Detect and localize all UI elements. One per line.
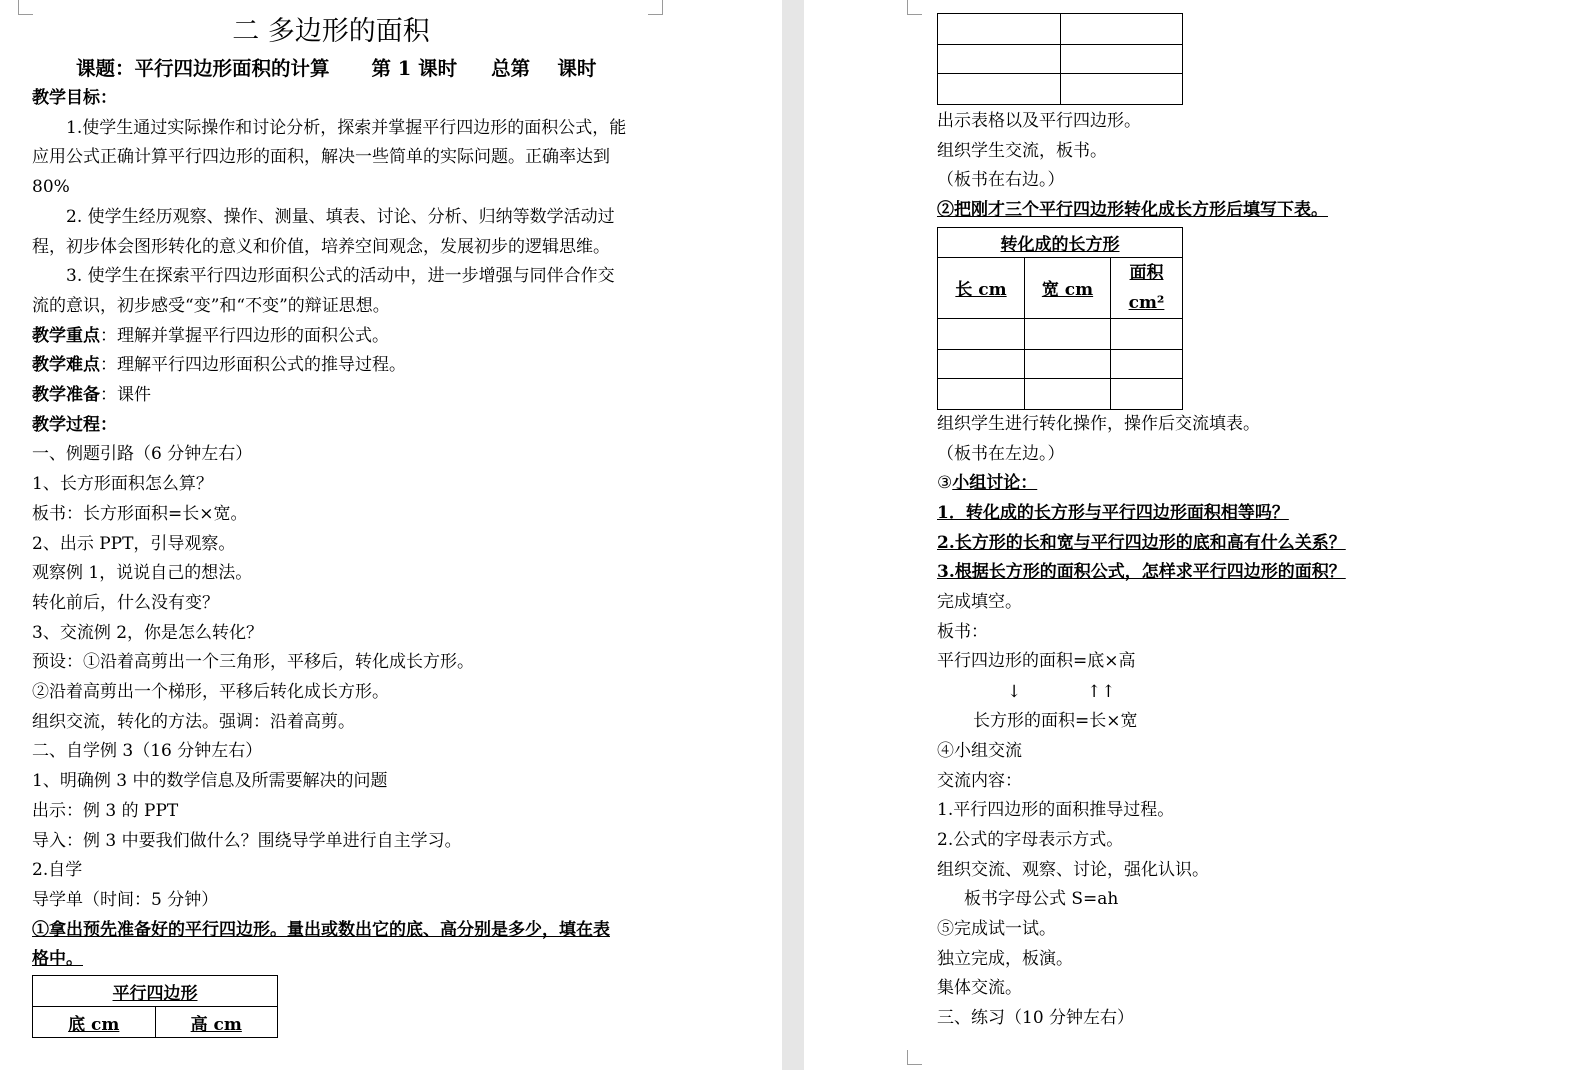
preparation-text: ：课件 — [100, 385, 151, 406]
preparation — [32, 381, 652, 411]
table-cell — [1025, 378, 1111, 409]
table-cell — [938, 349, 1025, 378]
table-col-area-unit: cm² — [1128, 292, 1165, 313]
table-cell — [938, 14, 1061, 45]
instruction-line: 1.平行四边形的面积推导过程。 — [937, 800, 1175, 821]
difficulty-text: ：理解平行四边形面积公式的推导过程。 — [100, 355, 406, 376]
instruction-line: 三、练习（10 分钟左右） — [937, 1008, 1135, 1029]
table-cell — [938, 45, 1061, 74]
process-line: 出示：例 3 的 PPT — [32, 800, 179, 821]
task-1-line-2: 格中。 — [32, 949, 83, 970]
page-gutter — [782, 0, 804, 1070]
table-header: 转化成的长方形 — [938, 227, 1183, 257]
discussion-question-1: 1．转化成的长方形与平行四边形面积相等吗？ — [937, 502, 1289, 523]
instruction-line: （板书在右边。） — [937, 170, 1065, 191]
process-line: 转化前后，什么没有变？ — [32, 592, 219, 613]
formula-arrows — [937, 677, 1557, 707]
instruction-line: ⑤完成试一试。 — [937, 919, 1056, 940]
key-point-text: ：理解并掌握平行四边形的面积公式。 — [100, 325, 389, 346]
task-2: ②把刚才三个平行四边形转化成长方形后填写下表。 — [937, 200, 1328, 221]
table-cell — [1111, 378, 1183, 409]
instruction-line: 组织学生进行转化操作，操作后交流填表。 — [937, 413, 1260, 434]
formula-rectangle: 长方形的面积=长×宽 — [973, 711, 1138, 732]
table-col-area — [1111, 257, 1183, 318]
table-col-length: 长 cm — [938, 257, 1025, 318]
table-cell — [938, 318, 1025, 349]
course-total: 总第 课时 — [491, 57, 597, 80]
table-cell — [1060, 14, 1183, 45]
parallelogram-table — [32, 975, 278, 1038]
crop-mark — [907, 0, 922, 15]
objective-1-line-1: 1.使学生通过实际操作和讨论分析，探索并掌握平行四边形的面积公式，能 — [66, 117, 627, 138]
process-line: 3、交流例 2，你是怎么转化？ — [32, 622, 264, 643]
table-col-height: 高 cm — [155, 1007, 278, 1038]
process-line: 二、自学例 3（16 分钟左右） — [32, 741, 263, 762]
key-point-label: 教学重点 — [32, 325, 100, 346]
instruction-line: ④小组交流 — [937, 740, 1022, 761]
instruction-line: 交流内容： — [937, 770, 1022, 791]
table-cell — [1111, 349, 1183, 378]
crop-mark — [907, 1050, 922, 1065]
discussion-question-3: 3.根据长方形的面积公式，怎样求平行四边形的面积？ — [937, 562, 1346, 583]
instruction-line: 独立完成，板演。 — [937, 948, 1073, 969]
instruction-line: （板书在左边。） — [937, 443, 1065, 464]
process-line: 导入：例 3 中要我们做什么？围绕导学单进行自主学习。 — [32, 830, 462, 851]
process-line: 板书：长方形面积=长×宽。 — [32, 503, 248, 524]
instruction-line: 2.公式的字母表示方式。 — [937, 829, 1124, 850]
formula-letters: 板书字母公式 S=ah — [964, 889, 1119, 910]
process-line: 2、出示 PPT，引导观察。 — [32, 533, 236, 554]
arrow-down-icon: ↓ — [1007, 682, 1022, 703]
process-heading: 教学过程： — [32, 414, 117, 435]
difficulty — [32, 351, 652, 381]
parallelogram-table-continued — [937, 13, 1183, 105]
objective-2-line-2: 程，初步体会图形转化的意义和价值，培养空间观念，发展初步的逻辑思维。 — [32, 236, 610, 257]
task-3-number: ③ — [937, 473, 953, 494]
discussion-question-2: 2.长方形的长和宽与平行四边形的底和高有什么关系？ — [937, 532, 1346, 553]
process-line: ②沿着高剪出一个梯形，平移后转化成长方形。 — [32, 682, 389, 703]
instruction-line: 集体交流。 — [937, 978, 1022, 999]
course-info — [32, 54, 652, 84]
process-line: 一、例题引路（6 分钟左右） — [32, 444, 253, 465]
task-3 — [937, 469, 1557, 499]
rectangle-table — [937, 227, 1183, 410]
instruction-line: 组织学生交流，板书。 — [937, 140, 1107, 161]
table-cell — [1060, 74, 1183, 105]
objective-3-line-1: 3. 使学生在探索平行四边形面积公式的活动中，进一步增强与同伴合作交 — [66, 266, 615, 287]
objective-3-line-2: 流的意识，初步感受“变”和“不变”的辩证思想。 — [32, 295, 390, 316]
page-title: 二 多边形的面积 — [232, 16, 430, 47]
instruction-line: 完成填空。 — [937, 592, 1022, 613]
process-line: 2.自学 — [32, 860, 83, 881]
course-lesson: 第 1 课时 — [371, 57, 458, 80]
difficulty-label: 教学难点 — [32, 355, 100, 376]
instruction-line: 板书： — [937, 621, 988, 642]
objectives-heading: 教学目标： — [32, 88, 117, 108]
instruction-line: 组织交流、观察、讨论，强化认识。 — [937, 859, 1209, 880]
document-page-right — [804, 0, 1585, 1070]
objective-2-line-1: 2. 使学生经历观察、操作、测量、填表、讨论、分析、归纳等数学活动过 — [66, 206, 615, 227]
table-col-base: 底 cm — [33, 1007, 156, 1038]
table-cell — [1025, 318, 1111, 349]
key-point — [32, 322, 652, 352]
preparation-label: 教学准备 — [32, 385, 100, 406]
formula-parallelogram: 平行四边形的面积=底×高 — [937, 651, 1136, 672]
process-line: 1、长方形面积怎么算？ — [32, 474, 213, 495]
objective-1-line-2: 应用公式正确计算平行四边形的面积，解决一些简单的实际问题。正确率达到 — [32, 147, 610, 168]
table-cell — [1111, 318, 1183, 349]
process-line: 1、明确例 3 中的数学信息及所需要解决的问题 — [32, 771, 388, 792]
table-header: 平行四边形 — [33, 976, 278, 1007]
task-3-label: 小组讨论： — [952, 473, 1038, 494]
process-line: 组织交流，转化的方法。强调：沿着高剪。 — [32, 711, 355, 732]
table-col-width: 宽 cm — [1025, 257, 1111, 318]
course-topic: 课题：平行四边形面积的计算 — [76, 57, 330, 80]
arrow-up-icon: ↑↑ — [1087, 682, 1116, 703]
table-cell — [938, 74, 1061, 105]
process-line: 预设：①沿着高剪出一个三角形，平移后，转化成长方形。 — [32, 652, 474, 673]
table-cell — [1060, 45, 1183, 74]
task-1-line-1: ①拿出预先准备好的平行四边形。量出或数出它的底、高分别是多少，填在表 — [32, 919, 610, 940]
process-line: 导学单（时间：5 分钟） — [32, 889, 219, 910]
document-page-left — [0, 0, 782, 1070]
table-cell — [938, 378, 1025, 409]
table-cell — [1025, 349, 1111, 378]
instruction-line: 出示表格以及平行四边形。 — [937, 111, 1141, 131]
process-line: 观察例 1，说说自己的想法。 — [32, 563, 253, 584]
table-col-area-label: 面积 — [1129, 262, 1164, 283]
objective-1-line-3: 80% — [32, 177, 70, 198]
